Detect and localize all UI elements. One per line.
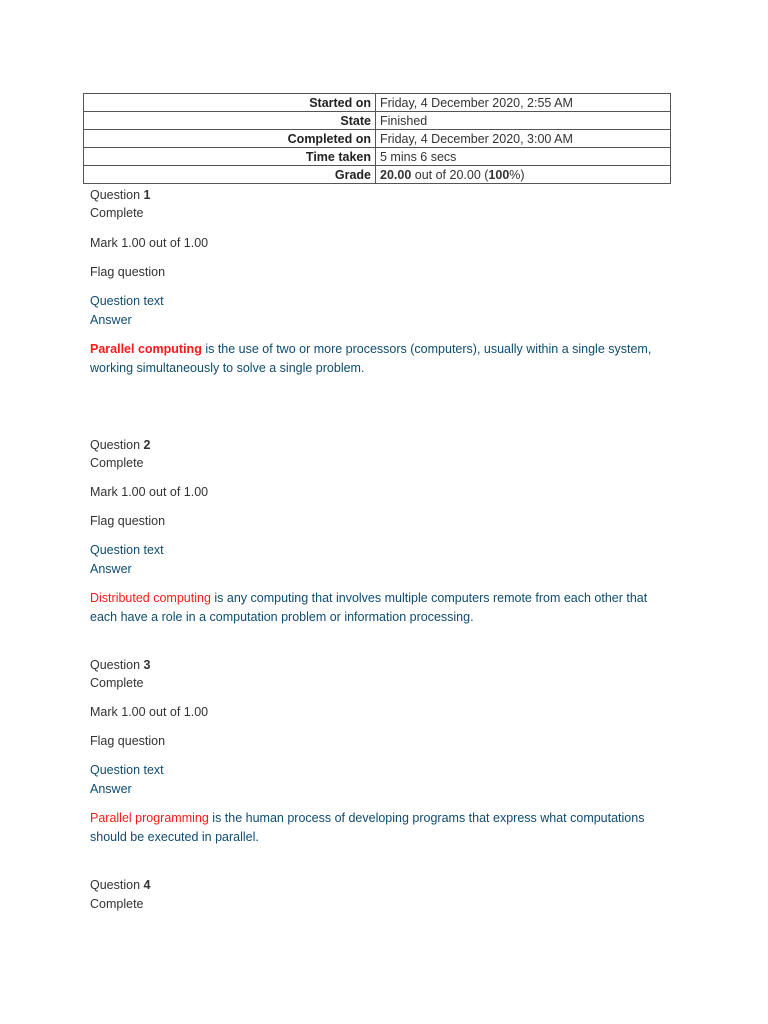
summary-row-started-on xyxy=(84,94,671,112)
summary-label: Completed on xyxy=(84,130,376,148)
flag-question-link[interactable]: Flag question xyxy=(90,265,166,279)
question-mark: Mark 1.00 out of 1.00 xyxy=(90,705,209,719)
summary-row-grade xyxy=(84,166,671,184)
answer-label: Answer xyxy=(90,313,132,327)
grade-value xyxy=(376,166,671,184)
summary-label: State xyxy=(84,112,376,130)
answer-definition-line2: should be executed in parallel. xyxy=(90,830,259,844)
summary-row-completed-on xyxy=(84,130,671,148)
question-text-label: Question text xyxy=(90,294,164,308)
question-heading xyxy=(90,876,150,894)
question-mark: Mark 1.00 out of 1.00 xyxy=(90,236,209,250)
question-mark: Mark 1.00 out of 1.00 xyxy=(90,485,209,499)
question-text-label: Question text xyxy=(90,763,164,777)
question-prefix: Question xyxy=(90,438,144,452)
answer-text xyxy=(90,589,675,627)
answer-text xyxy=(90,340,675,378)
answer-term: Parallel computing xyxy=(90,342,202,356)
answer-text xyxy=(90,809,675,847)
question-status: Complete xyxy=(90,897,144,911)
grade-percent-suffix: %) xyxy=(509,167,525,182)
question-number: 3 xyxy=(143,658,151,672)
summary-label: Time taken xyxy=(84,148,376,166)
answer-definition-line2: working simultaneously to solve a single problem. xyxy=(90,361,365,375)
answer-definition-line1: is the use of two or more processors (computers), usually within a single system, xyxy=(201,342,652,356)
question-status: Complete xyxy=(90,676,144,690)
summary-row-state xyxy=(84,112,671,130)
question-number: 4 xyxy=(143,878,151,892)
question-status: Complete xyxy=(90,456,144,470)
flag-question-link[interactable]: Flag question xyxy=(90,514,166,528)
question-prefix: Question xyxy=(90,878,144,892)
question-heading xyxy=(90,186,150,204)
answer-definition-line1: is the human process of developing programs that express what computations xyxy=(208,811,645,825)
summary-value: Finished xyxy=(376,112,671,130)
question-text-label: Question text xyxy=(90,543,164,557)
question-number: 2 xyxy=(143,438,151,452)
answer-term: Distributed computing xyxy=(90,591,211,605)
grade-score: 20.00 xyxy=(380,167,412,182)
answer-label: Answer xyxy=(90,562,132,576)
question-prefix: Question xyxy=(90,658,144,672)
summary-label: Grade xyxy=(84,166,376,184)
answer-term: Parallel programming xyxy=(90,811,209,825)
attempt-summary-table xyxy=(83,93,671,184)
answer-label: Answer xyxy=(90,782,132,796)
summary-value: Friday, 4 December 2020, 3:00 AM xyxy=(376,130,671,148)
question-heading xyxy=(90,656,150,674)
summary-label: Started on xyxy=(84,94,376,112)
answer-definition-line2: each have a role in a computation problem or information processing. xyxy=(90,610,474,624)
answer-definition-line1: is any computing that involves multiple computers remote from each other that xyxy=(210,591,648,605)
question-status: Complete xyxy=(90,206,144,220)
summary-value: Friday, 4 December 2020, 2:55 AM xyxy=(376,94,671,112)
question-number: 1 xyxy=(143,188,151,202)
summary-row-time-taken xyxy=(84,148,671,166)
grade-out-of: out of 20.00 ( xyxy=(411,167,489,182)
summary-value: 5 mins 6 secs xyxy=(376,148,671,166)
grade-percent: 100 xyxy=(488,167,510,182)
question-heading xyxy=(90,436,150,454)
flag-question-link[interactable]: Flag question xyxy=(90,734,166,748)
question-prefix: Question xyxy=(90,188,144,202)
